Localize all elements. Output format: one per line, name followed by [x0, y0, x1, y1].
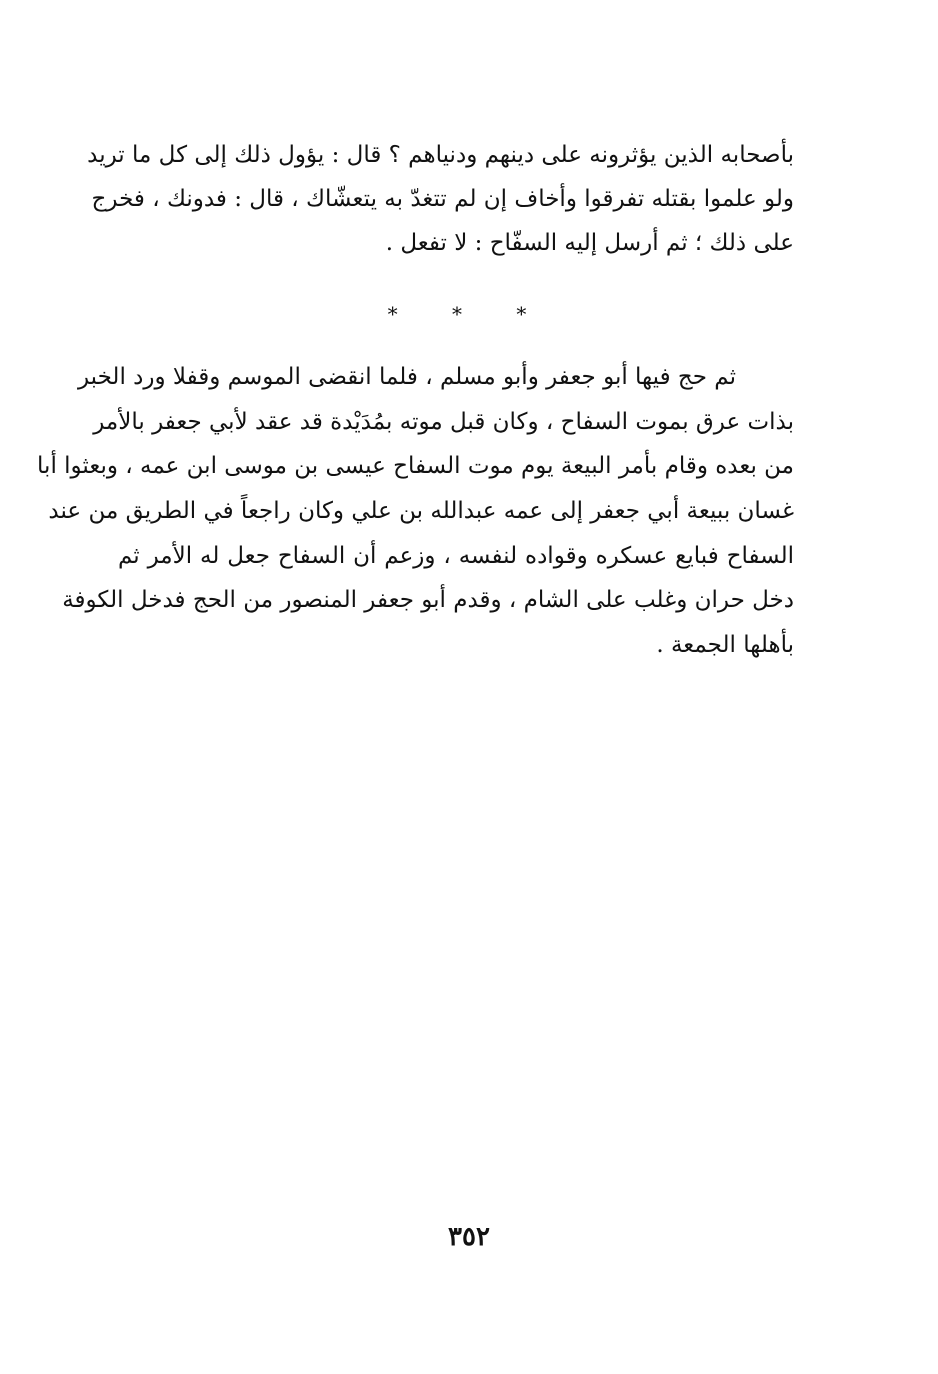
text-line: على ذلك ؛ ثم أرسل إليه السفّاح : لا تفعل .	[385, 230, 794, 256]
section-separator: * * *	[387, 302, 551, 326]
page-number: ٣٥٢	[448, 1222, 490, 1252]
text-line: السفاح فبايع عسكره وقواده لنفسه ، وزعم أن السفاح جعل له الأمر ثم	[118, 542, 794, 569]
text-line: من بعده وقام بأمر البيعة يوم موت السفاح عيسى بن موسى ابن عمه ، وبعثوا أبا	[37, 453, 794, 480]
text-line: غسان ببيعة أبي جعفر إلى عمه عبدالله بن علي وكان راجعاً في الطريق من عند	[48, 498, 794, 525]
paragraph-2	[37, 362, 794, 675]
text-line: ثم حج فيها أبو جعفر وأبو مسلم ، فلما انقضى الموسم وقفلا ورد الخبر	[77, 364, 736, 390]
text-line: بأصحابه الذين يؤثرونه على دينهم ودنياهم ؟ قال : يؤول ذلك إلى كل ما تريد	[87, 142, 794, 168]
text-line: دخل حران وغلب على الشام ، وقدم أبو جعفر المنصور من الحج فدخل الكوفة	[62, 587, 794, 614]
text-line: بذات عرق بموت السفاح ، وكان قبل موته بمُدَيْدة قد عقد لأبي جعفر بالأمر	[93, 408, 794, 435]
text-line: ولو علموا بقتله تفرقوا وأخاف إن لم تتغدّ به يتعشّاك ، قال : فدونك ، فخرج	[91, 186, 794, 212]
text-line: بأهلها الجمعة .	[656, 632, 794, 659]
paragraph-1	[87, 140, 794, 272]
